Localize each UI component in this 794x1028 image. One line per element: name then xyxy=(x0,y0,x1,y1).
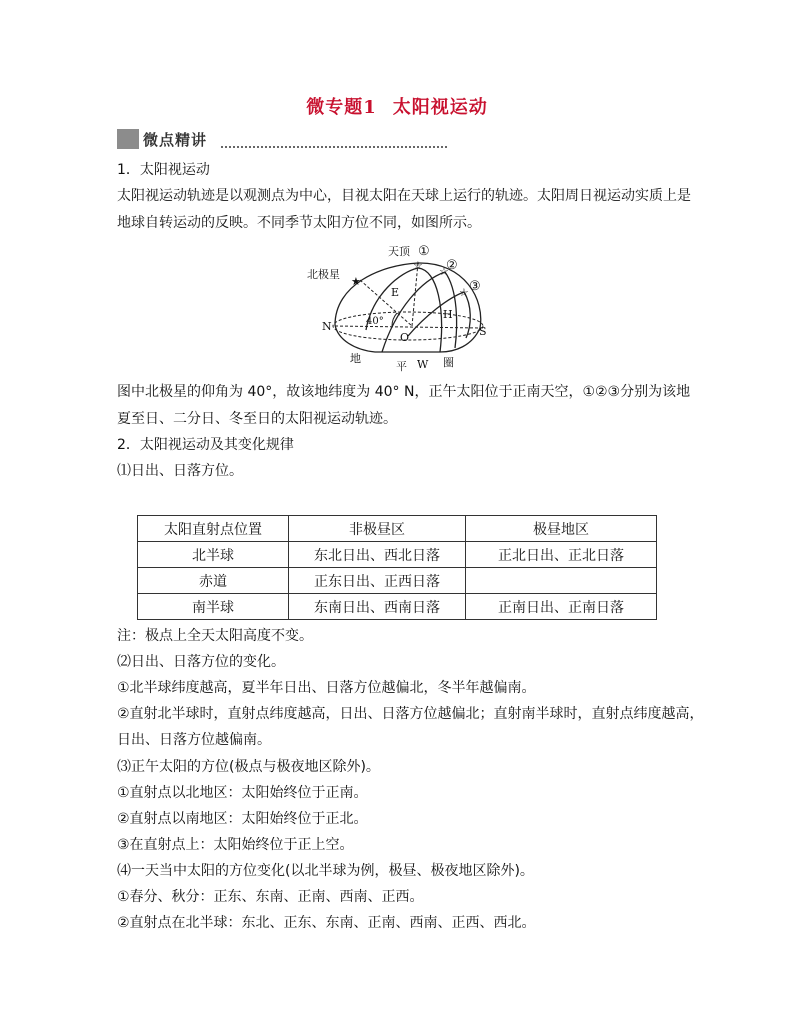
section2-sub1: ⑴日出、日落方位。 xyxy=(117,463,243,479)
label-path2: ② xyxy=(446,258,458,273)
sunrise-sunset-table xyxy=(137,515,657,620)
label-ground2: 平 xyxy=(396,360,407,373)
sub4-item2: ②直射点在北半球：东北、正东、东南、正南、西南、正西、西北。 xyxy=(117,915,536,931)
section1-note-line1: 图中北极星的仰角为 40°，故该地纬度为 40° N，正午太阳位于正南天空，①②③分别为该地 xyxy=(117,384,691,400)
label-path3: ③ xyxy=(469,279,481,294)
sub2-item2-line2: 日出、日落方位越偏南。 xyxy=(117,732,271,748)
table-header-cell: 太阳直射点位置 xyxy=(138,516,289,542)
section1-para-line1: 太阳视运动轨迹是以观测点为中心，目视太阳在天球上运行的轨迹。太阳周日视运动实质上是 xyxy=(117,188,691,204)
polaris-star-icon: ★ xyxy=(351,275,361,288)
section2-heading: 2．太阳视运动及其变化规律 xyxy=(117,437,294,453)
sub4-item1: ①春分、秋分：正东、东南、正南、西南、正西。 xyxy=(117,889,424,905)
table-header-cell: 极昼地区 xyxy=(466,516,657,542)
label-path1: ① xyxy=(418,244,430,259)
sub3-item2: ②直射点以南地区：太阳始终位于正北。 xyxy=(117,811,368,827)
banner-shade xyxy=(117,129,139,149)
label-south: S xyxy=(479,325,487,338)
section2-sub4: ⑷一天当中太阳的方位变化(以北半球为例，极昼、极夜地区除外)。 xyxy=(117,863,534,879)
section2-sub2: ⑵日出、日落方位的变化。 xyxy=(117,654,285,670)
label-zenith: 天顶 xyxy=(388,245,410,258)
banner-dotted-rule xyxy=(221,146,447,148)
section1-para-line2: 地球自转运动的反映。不同季节太阳方位不同，如图所示。 xyxy=(117,215,481,231)
section1-heading: 1．太阳视运动 xyxy=(117,162,210,178)
table-cell: 北半球 xyxy=(138,542,289,568)
table-header-cell: 非极昼区 xyxy=(289,516,466,542)
sun-icon-2: ☆ xyxy=(439,265,449,278)
title-topic-number: 微专题1 xyxy=(306,97,377,118)
table-cell: 东北日出、西北日落 xyxy=(289,542,466,568)
section-banner xyxy=(117,129,447,149)
table-cell: 赤道 xyxy=(138,568,289,594)
table-cell: 正南日出、正南日落 xyxy=(466,594,657,620)
section1-note-line2: 夏至日、二分日、冬至日的太阳视运动轨迹。 xyxy=(117,411,397,427)
label-observer: O xyxy=(400,331,410,344)
sub2-item2-line1: ②直射北半球时，直射点纬度越高，日出、日落方位越偏北；直射南半球时，直射点纬度越高， xyxy=(117,706,704,722)
table-row xyxy=(138,542,657,568)
north-south-line xyxy=(335,326,481,328)
table-cell: 东南日出、西南日落 xyxy=(289,594,466,620)
sub3-item1: ①直射点以北地区：太阳始终位于正南。 xyxy=(117,785,368,801)
label-polaris: 北极星 xyxy=(307,268,340,281)
label-east: E xyxy=(391,286,400,299)
table-row xyxy=(138,594,657,620)
table-row xyxy=(138,568,657,594)
label-ground3: 圈 xyxy=(443,356,454,369)
table-header-row xyxy=(138,516,657,542)
sub2-item1: ①北半球纬度越高，夏半年日出、日落方位越偏北，冬半年越偏南。 xyxy=(117,680,536,696)
label-north: N xyxy=(322,320,332,333)
sun-icon-1: ☆ xyxy=(413,259,423,272)
table-cell xyxy=(466,568,657,594)
label-point-h: H xyxy=(443,308,453,321)
sun-path-diagram xyxy=(300,240,500,375)
section2-sub3: ⑶正午太阳的方位(极点与极夜地区除外)。 xyxy=(117,759,380,775)
table-cell: 正北日出、正北日落 xyxy=(466,542,657,568)
banner-label: 微点精讲 xyxy=(143,131,208,149)
sun-icon-3: ☆ xyxy=(459,286,469,299)
label-west: W xyxy=(417,358,429,371)
label-ground1: 地 xyxy=(350,352,361,365)
page-title xyxy=(0,93,794,119)
table-cell: 南半球 xyxy=(138,594,289,620)
sub3-item3: ③在直射点上：太阳始终位于正上空。 xyxy=(117,837,354,853)
label-angle: 40° xyxy=(366,316,384,327)
title-topic-name: 太阳视运动 xyxy=(392,97,488,118)
table-note: 注：极点上全天太阳高度不变。 xyxy=(117,628,313,644)
table-cell: 正东日出、正西日落 xyxy=(289,568,466,594)
